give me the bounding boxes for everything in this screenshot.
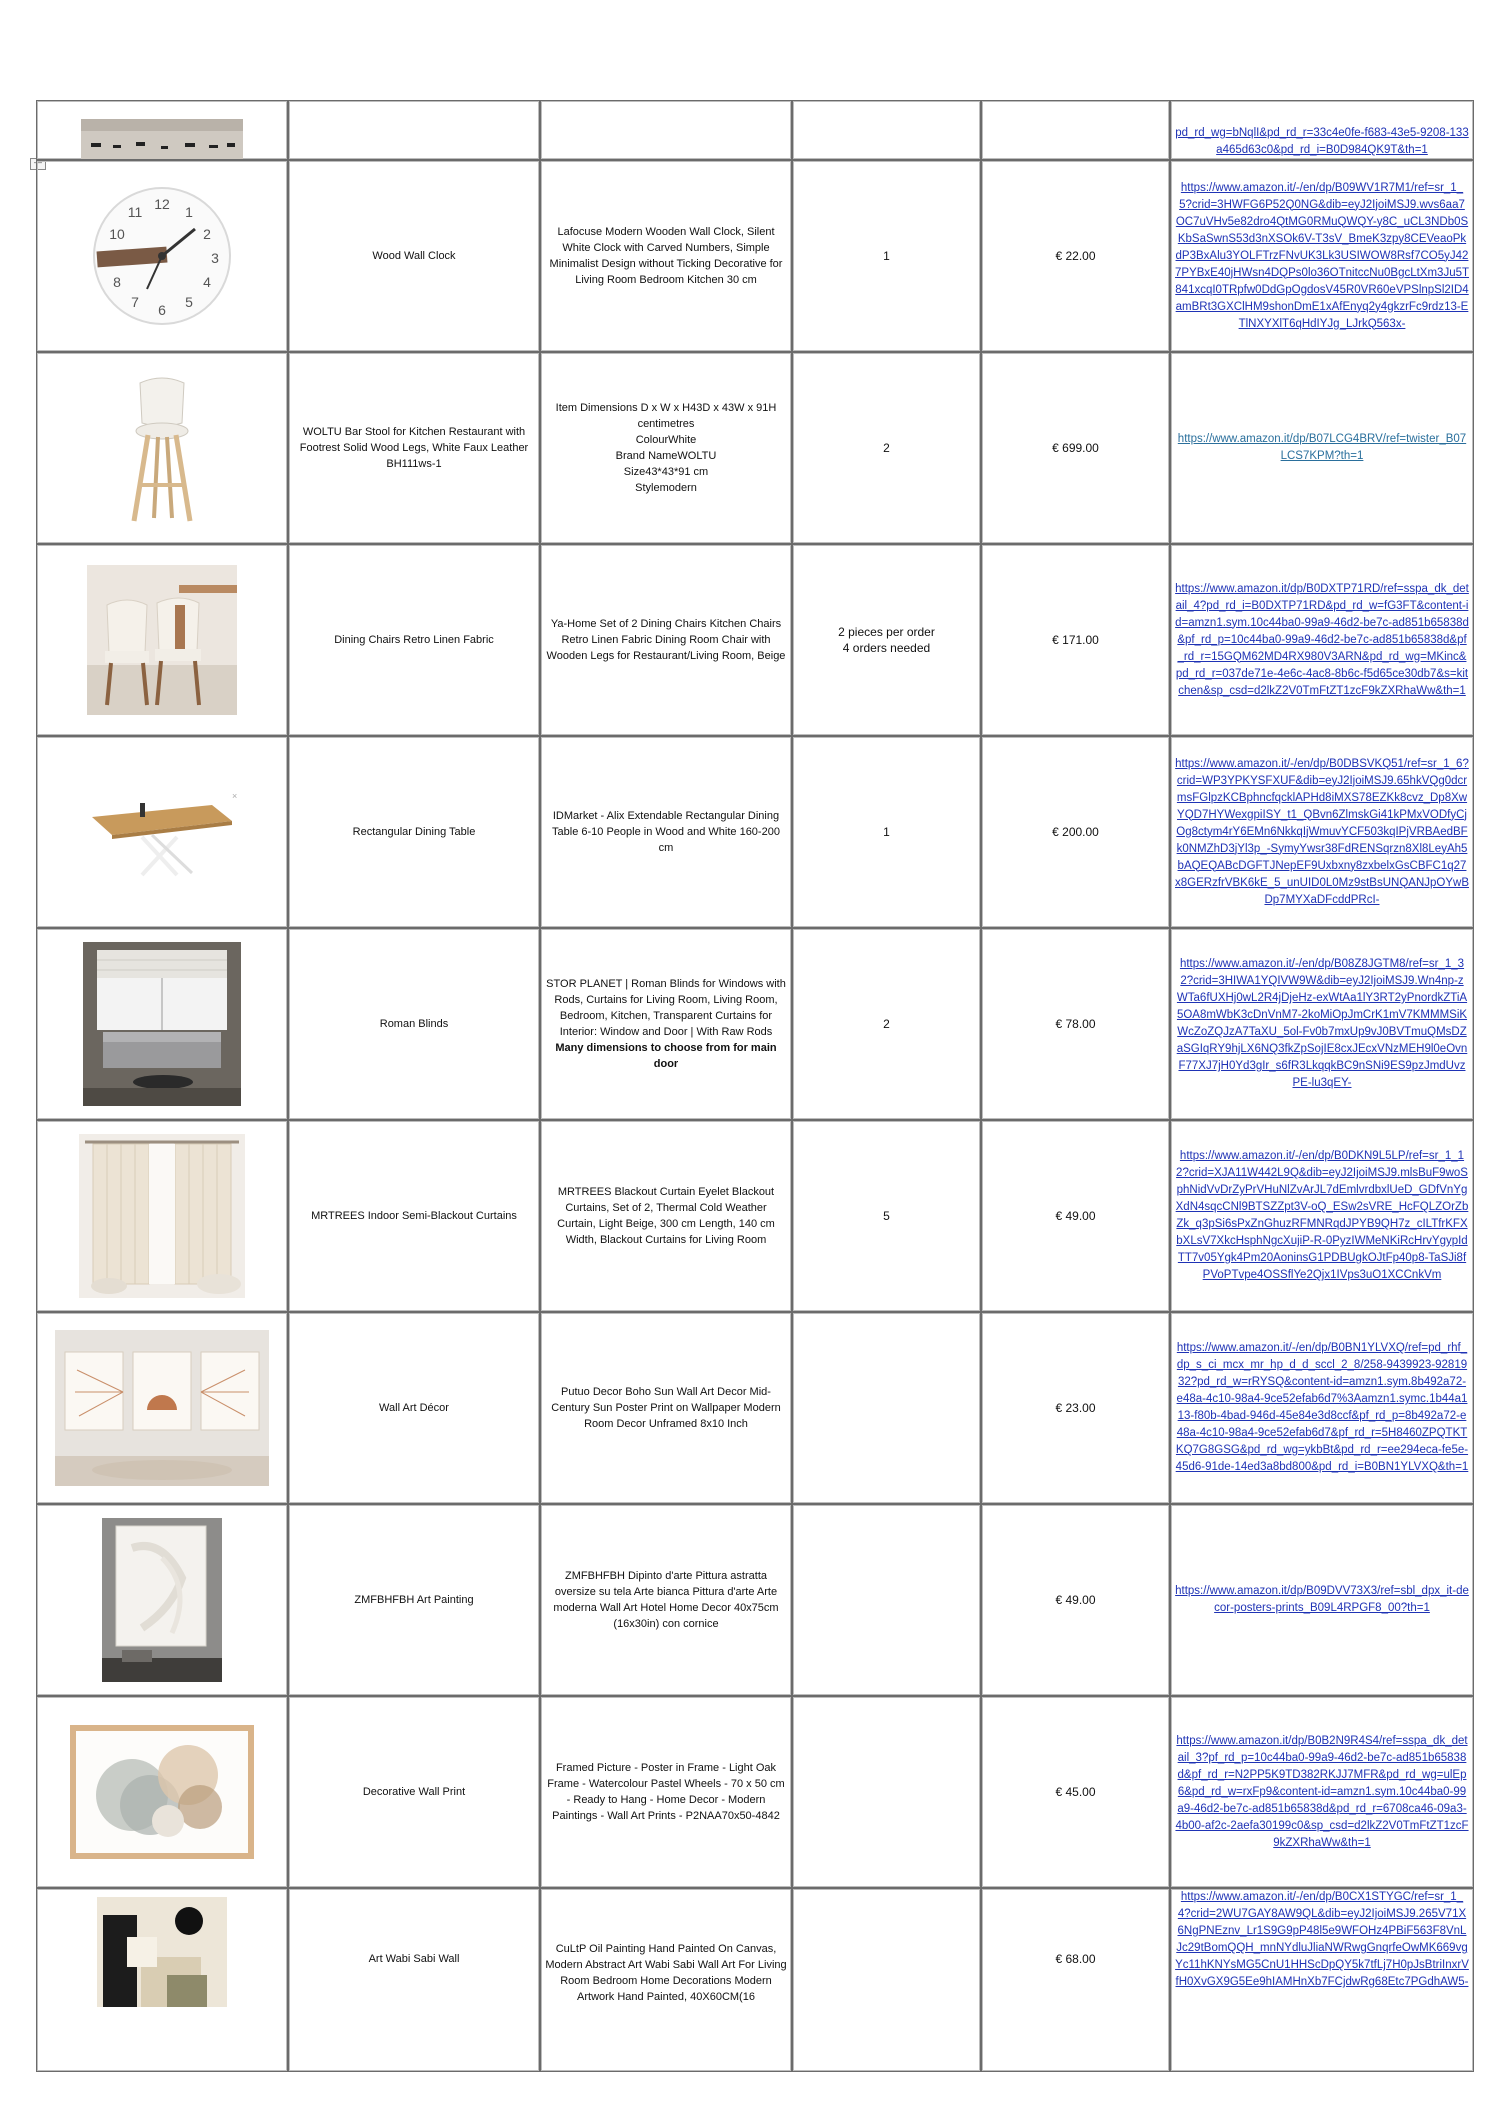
product-name: Art Wabi Sabi Wall xyxy=(288,1888,540,2072)
table-row xyxy=(36,1888,1474,2072)
product-quantity: 1 xyxy=(792,160,981,352)
product-name: MRTREES Indoor Semi-Blackout Curtains xyxy=(288,1120,540,1312)
svg-text:3: 3 xyxy=(211,250,219,266)
table-row xyxy=(36,100,1474,160)
product-link[interactable]: https://www.amazon.it/-/en/dp/B0CX1STYGC/ref=sr_1_4?crid=2WU7GAY8AW9QL&dib=eyJ2IjoiMSJ9.265V71X6NgPNEznv_Lr1S9G9pP48l5e9WFOHz4PBiF563F8VnLJc29tBomQQH_mnNYdluJliaNWRwgGnqrfeOwMK669vgYc11hKNYsMG5CnU1HHScDpQY5k7tfLj7H0pJsBtriInxrVfH0XvGX9G5Ee9hIAMHnXb7FCjdwRg68Etc7PGdhAW5- xyxy=(1175,1891,1469,1988)
product-name: Roman Blinds xyxy=(288,928,540,1120)
product-quantity xyxy=(792,1696,981,1888)
svg-text:8: 8 xyxy=(113,274,121,290)
product-sheet xyxy=(36,100,1474,2072)
product-link[interactable]: pd_rd_wg=bNqlI&pd_rd_r=33c4e0fe-f683-43e5-9208-133a465d63c0&pd_rd_i=B0D984QK9T&th=1 xyxy=(1175,127,1469,156)
product-link[interactable]: https://www.amazon.it/-/en/dp/B0DKN9L5LP/ref=sr_1_12?crid=XJA11W442L9Q&dib=eyJ2IjoiMSJ9.mlsBuF9woSphNidVvDrZyPrVHuNlZvArJL7dEmlvrdbxlUeD_GDfVnYgXdN4sqcCNl9BTSZZpt3V-oQ_ESw2sVRE_HcFQLZOrZbZk_q3pSi6sPxZnGhuzRFMNRqdJPYB9QH7z_cILTfrKFXbXLsV7XkcHsphNgcXujiP-R-0PyzIWMeNKiRcHrvYgypIdTT7v05Ygk4Pm20AoninsG1PDBUgkOJtFp40p8-TaSJi8fPVoPTvpe4OSSflYe2Qjx1IVps3uO1XCCnkVm xyxy=(1175,1150,1469,1281)
svg-text:6: 6 xyxy=(158,302,166,318)
table-row xyxy=(36,736,1474,928)
table-row xyxy=(36,1312,1474,1504)
product-link-cell xyxy=(1170,100,1474,160)
description-line: Item Dimensions D x W x H43D x 43W x 91H centimetres xyxy=(555,402,777,430)
description-note: Many dimensions to choose from for main door xyxy=(555,1042,777,1070)
product-image-cell xyxy=(36,544,288,736)
floor-item-image xyxy=(81,119,243,159)
product-quantity xyxy=(792,544,981,736)
svg-text:5: 5 xyxy=(185,294,193,310)
description-line: Size43*43*91 cm xyxy=(623,466,709,478)
product-image-cell xyxy=(36,1504,288,1696)
product-quantity: 1 xyxy=(792,736,981,928)
product-link-cell xyxy=(1170,1888,1474,2072)
product-link-cell xyxy=(1170,1120,1474,1312)
product-table xyxy=(36,100,1474,2072)
wall-clock-image xyxy=(87,181,237,331)
table-row xyxy=(36,544,1474,736)
table-row xyxy=(36,352,1474,544)
product-link-cell xyxy=(1170,160,1474,352)
sun-wall-art-image xyxy=(55,1330,269,1486)
product-name: ZMFBHFBH Art Painting xyxy=(288,1504,540,1696)
product-price: € 699.00 xyxy=(981,352,1170,544)
quantity-line: 4 orders needed xyxy=(842,641,931,655)
product-link-cell xyxy=(1170,1504,1474,1696)
product-description: Ya-Home Set of 2 Dining Chairs Kitchen Chairs Retro Linen Fabric Dining Room Chair with Wooden Legs for Restaurant/Living Room, Beige xyxy=(540,544,792,736)
curtains-image xyxy=(79,1134,245,1298)
white-painting-image xyxy=(102,1518,222,1682)
product-description: CuLtP Oil Painting Hand Painted On Canvas, Modern Abstract Art Wabi Sabi Wall Art For Living Room Bedroom Home Decorations Modern Artwork Hand Painted, 40X60CM(16 xyxy=(540,1888,792,2072)
product-price: € 45.00 xyxy=(981,1696,1170,1888)
svg-text:10: 10 xyxy=(109,226,125,242)
product-price: € 171.00 xyxy=(981,544,1170,736)
svg-text:×: × xyxy=(232,791,238,801)
product-image-cell xyxy=(36,352,288,544)
product-name: Dining Chairs Retro Linen Fabric xyxy=(288,544,540,736)
svg-text:2: 2 xyxy=(203,226,211,242)
table-row xyxy=(36,928,1474,1120)
product-quantity: 5 xyxy=(792,1120,981,1312)
product-price: € 68.00 xyxy=(981,1888,1170,2072)
framed-print-image xyxy=(70,1725,254,1859)
product-quantity: 2 xyxy=(792,352,981,544)
svg-text:12: 12 xyxy=(154,196,170,212)
product-image-cell xyxy=(36,1696,288,1888)
product-link-cell xyxy=(1170,1696,1474,1888)
product-description xyxy=(540,100,792,160)
description-text: STOR PLANET | Roman Blinds for Windows with Rods, Curtains for Living Room, Living Room, Bedroom, Kitchen, Transparent Curtains for Interior: Window and Door | With Raw Rods xyxy=(546,978,786,1038)
product-name xyxy=(288,100,540,160)
description-line: Brand NameWOLTU xyxy=(615,450,717,462)
bar-stool-image xyxy=(112,373,212,523)
product-name: Wood Wall Clock xyxy=(288,160,540,352)
product-name: Wall Art Décor xyxy=(288,1312,540,1504)
svg-text:7: 7 xyxy=(131,294,139,310)
product-link-cell xyxy=(1170,1312,1474,1504)
product-image-cell xyxy=(36,100,288,160)
svg-text:4: 4 xyxy=(203,274,211,290)
table-row xyxy=(36,1696,1474,1888)
table-row xyxy=(36,160,1474,352)
product-image-cell xyxy=(36,928,288,1120)
product-description: Lafocuse Modern Wooden Wall Clock, Silent White Clock with Carved Numbers, Simple Minimalist Design without Ticking Decorative for Living Room Bedroom Kitchen 30 cm xyxy=(540,160,792,352)
wabi-sabi-art-image xyxy=(97,1897,227,2007)
description-line: Stylemodern xyxy=(635,482,697,494)
product-quantity xyxy=(792,100,981,160)
product-description xyxy=(540,928,792,1120)
dining-table-image xyxy=(82,787,242,877)
product-price: € 49.00 xyxy=(981,1504,1170,1696)
product-description: Putuo Decor Boho Sun Wall Art Decor Mid-Century Sun Poster Print on Wallpaper Modern Room Decor Unframed 8x10 Inch xyxy=(540,1312,792,1504)
product-link[interactable]: https://www.amazon.it/-/en/dp/B0DBSVKQ51/ref=sr_1_6?crid=WP3YPKYSFXUF&dib=eyJ2IjoiMSJ9.65hkVQg0dcrmsFGlpzKCBphncfqcklAPHd8iMXS78EZKk8cvz_Dp8XwYQD7HYWexgpiISY_t1_QBvn6ZlmskGi41kPMxVODfyCjOg8ctym4rY6EMn6NkkqIjWmuvYCF503kqIPjVRBAedBFk0NMZhD3jYl3p_-SymyYwsr38FdRENSqrzn8Xl8LeyAh5bAQEQABcDGFTJNepEF9Uxbxny8zxbelxGsCBFC1q27x8GERzfrVBK6kE_5_unUID0L0Mz9stBsUNQANJpOYwBDp7MYXaDFcddPRcI- xyxy=(1175,757,1469,906)
product-name: WOLTU Bar Stool for Kitchen Restaurant with Footrest Solid Wood Legs, White Faux Leather BH111ws-1 xyxy=(288,352,540,544)
product-image-cell xyxy=(36,1312,288,1504)
product-link[interactable]: https://www.amazon.it/dp/B0DXTP71RD/ref=sspa_dk_detail_4?pd_rd_i=B0DXTP71RD&pd_rd_w=fG3FT&content-id=amzn1.sym.10c44ba0-99a9-46d2-be7c-ad851b65838d&pf_rd_p=10c44ba0-99a9-46d2-be7c-ad851b65838d&pf_rd_r=15GQM62MD4RX980V3ARN&pd_rd_wg=MKinc&pd_rd_r=037de71e-4e6c-4ac8-8b6c-f5d65ce30db7&s=kitchen&sp_csd=d2lkZ2V0TmFtZT1zcF9kZXRhaWw&th=1 xyxy=(1175,582,1469,697)
product-link[interactable]: https://www.amazon.it/-/en/dp/B08Z8JGTM8/ref=sr_1_32?crid=3HIWA1YQIVW9W&dib=eyJ2IjoiMSJ9.Wn4np-zWTa6fUXHj0wL2R4jDjeHz-exWtAa1lY3RT2yPnordkZTiA5OA8mWbK3cDnVnM7-2koMiOpJmCrK1mV7KMMMSiKWcZoZQJzA7TaXU_5ol-Fv0b7mxUp9vJ0BVTmuQMsDZaSGIqRY9hjLX6NQ3fkZpSojIE8cxJEcxVNzMEH9l0eOvnF77XJ7jH0Yd3gIr_s6fR3LkqqkBC9nSNi9ES9pzJmdUvzPE-lu3qEY- xyxy=(1176,958,1468,1089)
product-link-cell xyxy=(1170,928,1474,1120)
product-description: ZMFBHFBH Dipinto d'arte Pittura astratta oversize su tela Arte bianca Pittura d'arte Arte moderna Wall Art Hotel Home Decor 40x75cm (16x30in) con cornice xyxy=(540,1504,792,1696)
product-link-cell xyxy=(1170,544,1474,736)
product-link[interactable]: https://www.amazon.it/-/en/dp/B0BN1YLVXQ/ref=pd_rhf_dp_s_ci_mcx_mr_hp_d_d_sccl_2_8/258-9439923-9281932?pd_rd_w=rRYSQ&content-id=amzn1.sym.8b492a72-e48a-4c10-98a4-9ce52efab6d7%3Aamzn1.symc.1b44a113-f80b-4bad-946d-45e84e3d8ccf&pf_rd_p=8b492a72-e48a-4c10-98a4-9ce52efab6d7&pf_rd_r=5H8460ZPQTKTKQ7G8GSG&pd_rd_wg=ykbBt&pd_rd_r=ee294eca-fe5e-45d6-91de-14ed3a8bd800&pd_rd_i=B0BN1YLVXQ&th=1 xyxy=(1175,1342,1469,1473)
product-image-cell xyxy=(36,1888,288,2072)
product-price: € 23.00 xyxy=(981,1312,1170,1504)
product-description: Framed Picture - Poster in Frame - Light Oak Frame - Watercolour Pastel Wheels - 70 x 50 cm - Ready to Hang - Home Decor - Modern Paintings - Wall Art Prints - P2NAA70x50-4842 xyxy=(540,1696,792,1888)
product-name: Decorative Wall Print xyxy=(288,1696,540,1888)
product-quantity xyxy=(792,1504,981,1696)
product-quantity: 2 xyxy=(792,928,981,1120)
product-link-cell xyxy=(1170,352,1474,544)
product-link[interactable]: https://www.amazon.it/dp/B0B2N9R4S4/ref=sspa_dk_detail_3?pf_rd_p=10c44ba0-99a9-46d2-be7c-ad851b65838d&pf_rd_r=N2PP5K9TD382RKJJ7MFR&pd_rd_wg=ulEp6&pd_rd_w=rxFp9&content-id=amzn1.sym.10c44ba0-99a9-46d2-be7c-ad851b65838d&pd_rd_r=6708ca46-09a3-4b00-af2c-2aefa30199c0&sp_csd=d2lkZ2V0TmFtZT1zcF9kZXRhaWw&th=1 xyxy=(1175,1734,1469,1849)
product-quantity xyxy=(792,1312,981,1504)
product-image-cell xyxy=(36,736,288,928)
product-price xyxy=(981,100,1170,160)
dining-chairs-image xyxy=(87,565,237,715)
quantity-line: 2 pieces per order xyxy=(838,625,935,639)
product-image-cell xyxy=(36,1120,288,1312)
product-name: Rectangular Dining Table xyxy=(288,736,540,928)
product-image-cell xyxy=(36,160,288,352)
product-link[interactable]: https://www.amazon.it/dp/B07LCG4BRV/ref=twister_B07LCS7KPM?th=1 xyxy=(1177,433,1467,462)
product-description xyxy=(540,352,792,544)
product-link-cell xyxy=(1170,736,1474,928)
product-price: € 200.00 xyxy=(981,736,1170,928)
product-description: MRTREES Blackout Curtain Eyelet Blackout Curtains, Set of 2, Thermal Cold Weather Curtain, Light Beige, 300 cm Length, 140 cm Width, Blackout Curtains for Living Room xyxy=(540,1120,792,1312)
description-line: ColourWhite xyxy=(635,434,697,446)
product-quantity xyxy=(792,1888,981,2072)
svg-text:11: 11 xyxy=(127,204,143,220)
product-price: € 22.00 xyxy=(981,160,1170,352)
product-price: € 78.00 xyxy=(981,928,1170,1120)
table-row xyxy=(36,1504,1474,1696)
roman-blinds-image xyxy=(83,942,241,1106)
row-handle-icon[interactable]: — xyxy=(30,158,46,170)
svg-text:1: 1 xyxy=(185,204,193,220)
product-description: IDMarket - Alix Extendable Rectangular Dining Table 6-10 People in Wood and White 160-200 cm xyxy=(540,736,792,928)
product-link[interactable]: https://www.amazon.it/-/en/dp/B09WV1R7M1/ref=sr_1_5?crid=3HWFG6P52Q0NG&dib=eyJ2IjoiMSJ9.wvs6aa7OC7uVHv5e82dro4QtMG0RMuQWQY-y8C_uCL3NDb0SKbSaSwnS53d3nXSOk6V-T3sV_BmeK3zpy8CEVeaoPkdP3BxAlu3YOLFTrzFNvUK3Lk3USIWOW8Rsf7CO5yJ427PYBxE40jHWsn4DQPs0lo36OTnitccNu0BgcLtXm3Ju5T841xcqI0TRpfw0DdGpOgdosV45R0VR60eVPSlnpSl2ID4amBRt3GXClHM9shonDmE1xAfEnyq2y4gkzrFc9rdz13-ETlNXYXlT6qHdIYJg_LJrkQ563x- xyxy=(1175,181,1469,330)
table-row xyxy=(36,1120,1474,1312)
product-price: € 49.00 xyxy=(981,1120,1170,1312)
product-link[interactable]: https://www.amazon.it/dp/B09DVV73X3/ref=sbl_dpx_it-decor-posters-prints_B09L4RPGF8_00?th=1 xyxy=(1175,1585,1469,1614)
